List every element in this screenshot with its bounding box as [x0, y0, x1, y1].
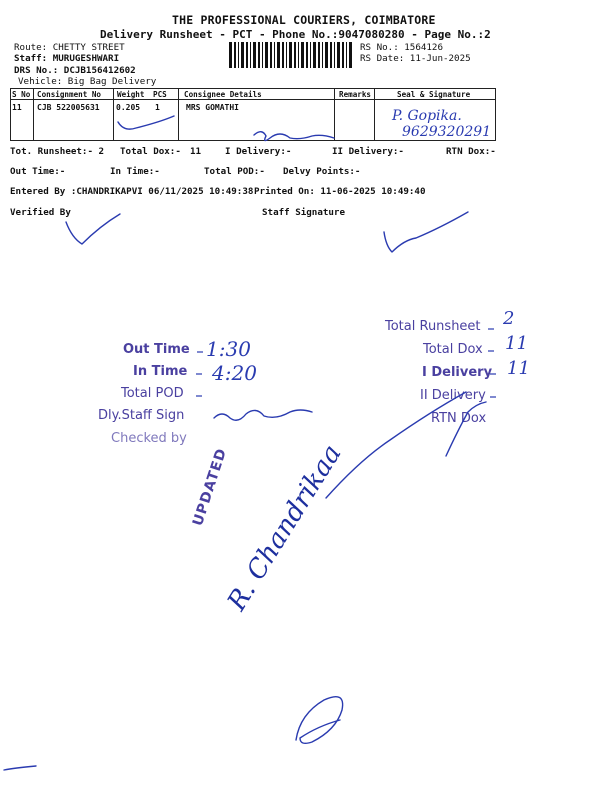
- in-time: In Time:-: [110, 166, 160, 177]
- total-pod: Total POD:-: [204, 166, 265, 177]
- route-label: Route: CHETTY STREET: [14, 42, 125, 53]
- stamp-total-dox: Total Dox: [423, 342, 483, 357]
- updated-stamp: UPDATED: [190, 446, 231, 528]
- rtn-dox: RTN Dox:-: [446, 146, 496, 157]
- tot-runsheet: Tot. Runsheet:- 2: [10, 146, 105, 157]
- col-pcs: PCS: [153, 90, 167, 99]
- rs-number: RS No.: 1564126: [360, 42, 443, 53]
- stamp-total-runsheet: Total Runsheet: [385, 319, 481, 334]
- cell-sno: 11: [12, 103, 22, 112]
- entered-by: Entered By :CHANDRIKAPVI 06/11/2025 10:49:38: [10, 186, 254, 197]
- i-delivery: I Delivery:-: [225, 146, 292, 157]
- handwritten-total-runsheet: 2: [503, 308, 515, 329]
- stamp-dly-staff-sign: Dly.Staff Sign: [98, 408, 185, 423]
- cell-pcs: 1: [155, 103, 160, 112]
- stamp-out-time: Out Time: [123, 342, 190, 357]
- rtn-stroke: [446, 402, 486, 456]
- col-seal: Seal & Signature: [397, 90, 471, 99]
- delvy-points: Delvy Points:-: [283, 166, 361, 177]
- check-mark-stroke: [118, 116, 174, 129]
- stamp-ii-delivery: II Delivery: [420, 388, 486, 403]
- vehicle-label: Vehicle: Big Bag Delivery: [18, 76, 157, 87]
- receiver-phone: 9629320291: [402, 124, 492, 140]
- left-bottom-dash: [4, 766, 36, 770]
- total-dox: Total Dox:-: [120, 146, 181, 157]
- verified-by: Verified By: [10, 207, 71, 218]
- stamp-i-delivery: I Delivery: [422, 365, 493, 380]
- receiver-name: P. Gopika.: [392, 108, 462, 124]
- total-dox-value: 11: [190, 146, 202, 157]
- col-weight: Weight: [117, 90, 145, 99]
- stamp-total-pod: Total POD: [121, 386, 184, 401]
- runsheet-subtitle: Delivery Runsheet - PCT - Phone No.:9047080280 - Page No.:2: [100, 28, 491, 41]
- handwritten-in-time: 4:20: [212, 361, 257, 385]
- company-name: THE PROFESSIONAL COURIERS, COIMBATORE: [172, 13, 436, 27]
- cell-consignment: CJB 522005631: [37, 103, 100, 112]
- drs-number: DRS No.: DCJB156412602: [14, 65, 136, 76]
- handwritten-i-delivery: 11: [507, 358, 530, 379]
- handwritten-signature-name: R. Chandrikaa: [222, 439, 348, 616]
- staff-label: Staff: MURUGESHWARI: [14, 53, 120, 64]
- printed-on: Printed On: 11-06-2025 10:49:40: [254, 186, 426, 197]
- staff-signature: Staff Signature: [262, 207, 345, 218]
- col-consignment: Consignment No: [37, 90, 102, 99]
- col-consignee: Consignee Details: [184, 90, 262, 99]
- receiver-signature-stroke: [254, 132, 334, 141]
- handwritten-out-time: 1:30: [206, 337, 251, 361]
- stamp-checked-by: Checked by: [111, 431, 187, 446]
- col-remarks: Remarks: [339, 90, 372, 99]
- staff-sign-scribble: [214, 410, 312, 420]
- diagonal-stroke: [326, 392, 466, 498]
- handwritten-total-dox: 11: [505, 333, 528, 354]
- cell-consignee: MRS GOMATHI: [186, 103, 239, 112]
- out-time: Out Time:-: [10, 166, 66, 177]
- bottom-signature-stroke: [296, 697, 343, 744]
- ii-delivery: II Delivery:-: [332, 146, 404, 157]
- stamp-in-time: In Time: [133, 364, 188, 379]
- staff-tick-stroke: [384, 212, 468, 252]
- col-sno: S No: [12, 90, 31, 99]
- verified-tick-stroke: [66, 214, 120, 244]
- cell-weight: 0.205: [116, 103, 141, 112]
- rs-date: RS Date: 11-Jun-2025: [360, 53, 471, 64]
- stamp-rtn-dox: RTN Dox: [431, 411, 487, 426]
